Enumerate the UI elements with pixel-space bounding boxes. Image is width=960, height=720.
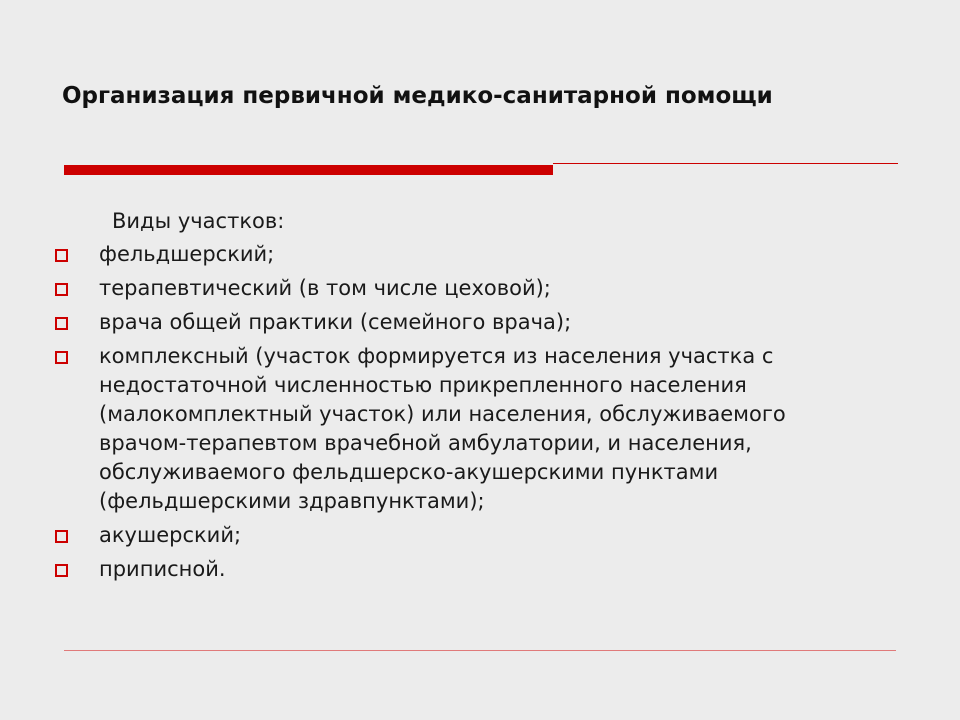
hollow-square-icon: [55, 530, 68, 543]
hollow-square-icon: [55, 564, 68, 577]
footer-divider: [64, 650, 896, 651]
list-heading: Виды участков:: [112, 209, 285, 233]
list-item-text: фельдшерский;: [99, 242, 275, 266]
list-item: [52, 521, 852, 550]
list-item-text: терапевтический (в том числе цеховой);: [99, 276, 551, 300]
hollow-square-icon: [55, 351, 68, 364]
list-item-text: приписной.: [99, 557, 226, 581]
bullet-list: [52, 240, 852, 589]
title-underline-thick: [64, 165, 553, 175]
list-item: [52, 274, 852, 303]
title-underline-thin: [553, 163, 898, 164]
list-item-text: врача общей практики (семейного врача);: [99, 310, 572, 334]
slide-title: Организация первичной медико-санитарной помощи: [62, 83, 773, 109]
list-item-text: комплексный (участок формируется из населения участка с недостаточной численностью прикрепленного населения (малокомплектный участок) или населения, обслуживаемого врачом-терапевтом врачебной амбулатории, и населения, обслуживаемого фельдшерско-акушерскими пунктами (фельдшерскими здравпунктами);: [99, 344, 786, 513]
list-item: [52, 308, 852, 337]
list-item: [52, 240, 852, 269]
hollow-square-icon: [55, 283, 68, 296]
list-item: [52, 342, 852, 516]
hollow-square-icon: [55, 249, 68, 262]
list-item: [52, 555, 852, 584]
list-item-text: акушерский;: [99, 523, 242, 547]
hollow-square-icon: [55, 317, 68, 330]
